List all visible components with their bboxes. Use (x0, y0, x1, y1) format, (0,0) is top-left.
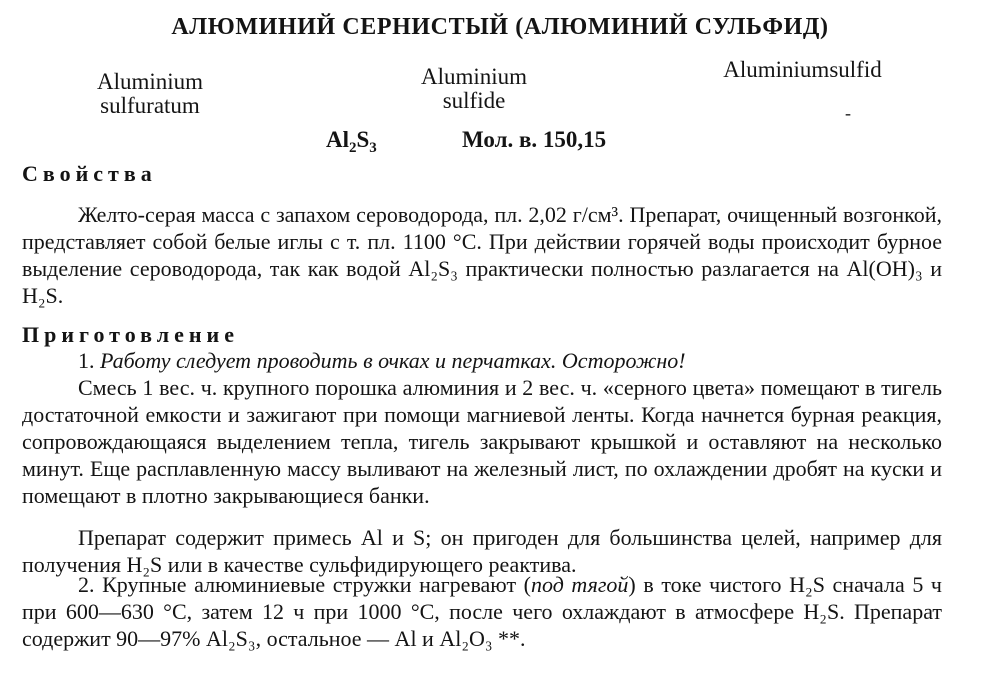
preparation-warning (22, 347, 942, 374)
stray-mark: - (845, 103, 851, 123)
method-2-text (22, 571, 942, 652)
formula-subscript-3: 3 (369, 140, 377, 156)
section-heading-preparation: Приготовление (22, 322, 239, 347)
latin-name-line-1: Aluminium (96, 69, 204, 94)
page-title: АЛЮМИНИЙ СЕРНИСТЫЙ (АЛЮМИНИЙ СУЛЬФИД) (171, 14, 829, 40)
english-name-line-1: Aluminium (420, 64, 528, 89)
safety-warning: Работу следует проводить в очках и перчатках. Осторожно! (100, 348, 686, 373)
chemical-formula (326, 127, 377, 156)
english-name-line-2: sulfide (442, 88, 506, 113)
formula-element-s: S (356, 127, 370, 152)
german-name (700, 58, 905, 82)
english-name (398, 65, 550, 113)
impurity-note: Препарат содержит примесь Al и S; он пригоден для большинства целей, например для получения H₂S или в качестве сульфидирующего реактива. (22, 525, 942, 577)
properties-text: Желто-серая масса с запахом сероводорода, пл. 2,02 г/см³. Препарат, очищенный возгонкой, представляет собой белые иглы с т. пл. 1100 °С. При действии горячей воды происходит бурное выделение сероводорода, так как водой Al₂S₃ практически полностью разлагается на Al(OH)₃ и H₂S. (22, 202, 942, 308)
method-2-text-start: 2. Крупные алюминиевые стружки нагревают ( (78, 572, 531, 597)
formula-subscript-2: 2 (349, 140, 357, 156)
method-1-number: 1. (78, 348, 95, 373)
german-name-line: Aluminiumsulfid (723, 57, 882, 82)
latin-name-line-2: sulfuratum (100, 93, 200, 118)
latin-name (80, 70, 220, 118)
method-1-text: Смесь 1 вес. ч. крупного порошка алюминия и 2 вес. ч. «серного цвета» помещают в тигель достаточной емкости и зажигают при помощи магниевой ленты. Когда начнется бурная реакция, сопровождающаяся выделением тепла, тигель закрывают крышкой и оставляют на несколько минут. Еще расплавленную массу выливают на железный лист, по охлаждении дробят на куски и помещают в плотно закрывающиеся банки. (22, 375, 942, 508)
method-2-italic: под тягой (531, 572, 629, 597)
formula-element-al: Al (326, 127, 349, 152)
section-heading-properties: Свойства (22, 161, 157, 186)
method-2-text-end: ) в токе чистого H₂S сначала 5 ч при 600—630 °С, затем 12 ч при 1000 °С, после чего охлаждают в атмосфере H₂S. Препарат содержит 90—97% Al₂S₃, остальное — Al и Al₂O₃ **. (22, 572, 942, 651)
molecular-weight: Мол. в. 150,15 (462, 127, 607, 152)
